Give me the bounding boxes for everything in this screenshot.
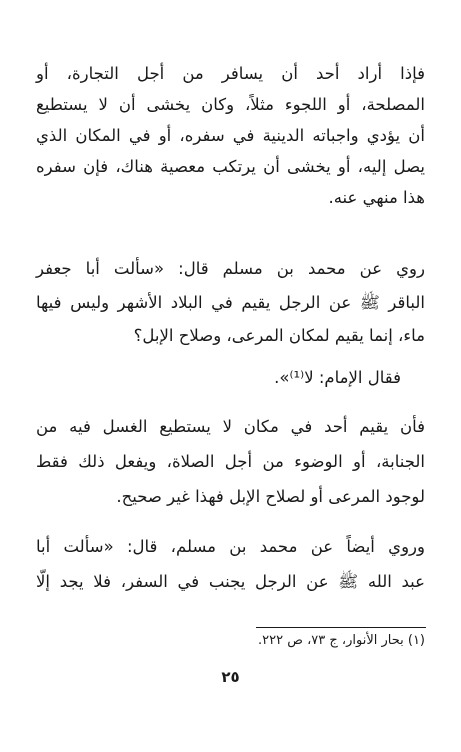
text-line: فأن يقيم أحد في مكان لا يستطيع الغسل فيه من — [36, 417, 425, 436]
text-line: المصلحة، أو اللجوء مثلاً، وكان يخشى أن لا يستطيع — [36, 95, 425, 114]
text-line: روي عن محمد بن مسلم قال: «سألت أبا جعفر — [36, 259, 425, 278]
page-number: ٢٥ — [221, 668, 240, 686]
footnote-separator — [256, 627, 426, 628]
text-line: عبد الله ﷺ عن الرجل يجنب في السفر، فلا يجد إلّا — [36, 572, 425, 591]
text-line: يصل إليه، أو يخشى أن يرتكب معصية هناك، فإن سفره — [36, 157, 425, 176]
text-line: هذا منهي عنه. — [328, 188, 425, 207]
text-line: فقال الإمام: لا⁽¹⁾». — [274, 368, 401, 387]
text-line: ماء، إنما يقيم لمكان المرعى، وصلاح الإبل؟ — [133, 326, 425, 345]
text-line: الباقر ﷺ عن الرجل يقيم في البلاد الأشهر وليس فيها — [36, 293, 425, 312]
text-line: أن يؤدي واجباته الدينية في سفره، أو في المكان الذي — [36, 126, 425, 145]
text-line: وروي أيضاً عن محمد بن مسلم، قال: «سألت أبا — [36, 537, 425, 556]
footnote: (١) بحار الأنوار، ج ٧٣، ص ٢٢٢. — [258, 633, 425, 648]
text-line: الجنابة، أو الوضوء من أجل الصلاة، ويفعل ذلك فقط — [36, 452, 425, 471]
text-line: فإذا أراد أحد أن يسافر من أجل التجارة، أو — [36, 64, 425, 83]
text-line: لوجود المرعى أو لصلاح الإبل فهذا غير صحيح. — [116, 487, 425, 506]
